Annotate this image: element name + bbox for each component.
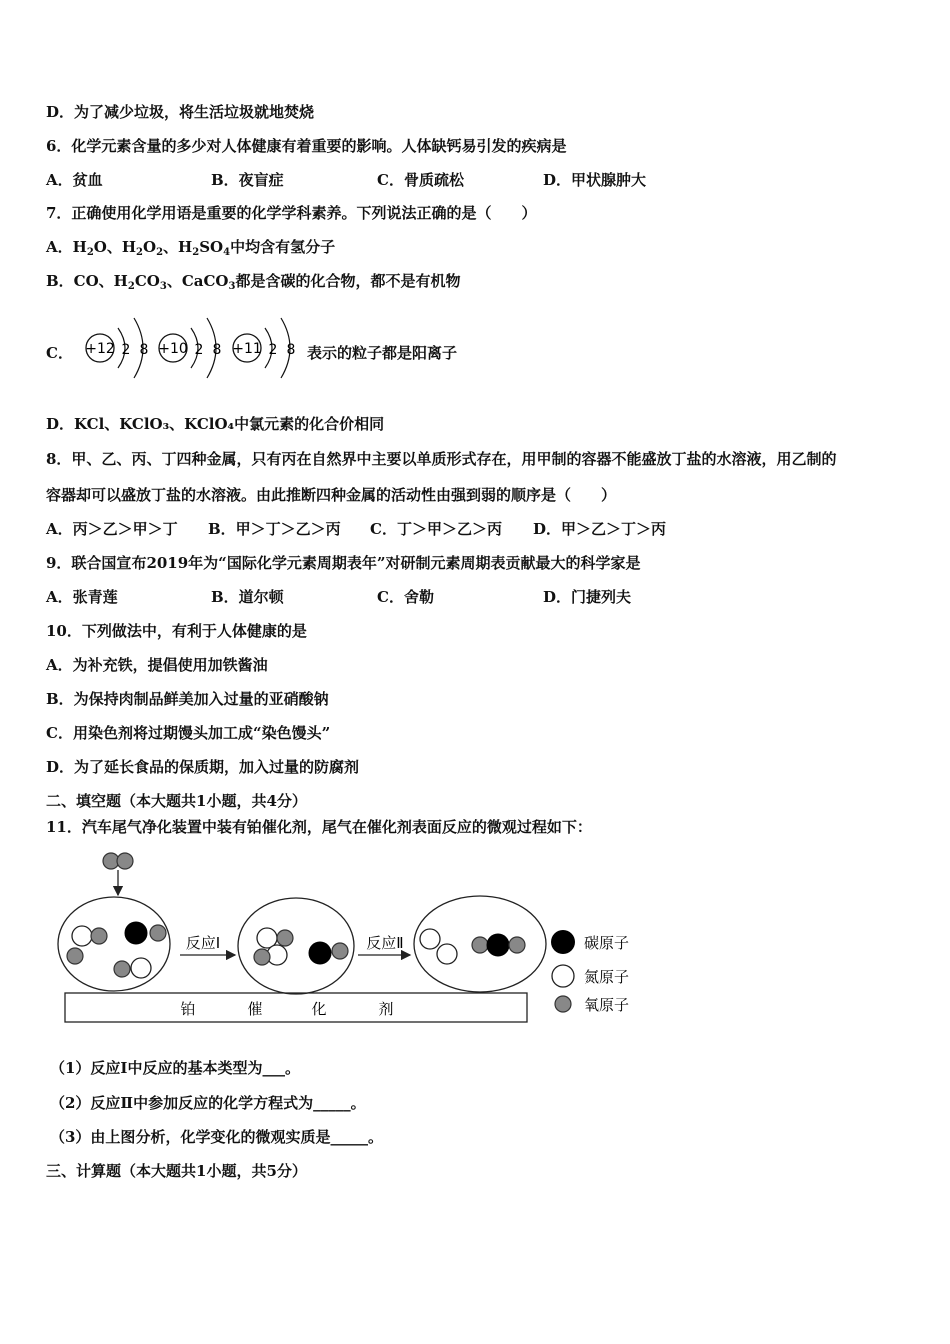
- nitrogen-atom: [437, 944, 457, 964]
- q9-option-d: D．门捷列夫: [543, 588, 632, 606]
- q10-option-b: B．为保持肉制品鲜美加入过量的亚硝酸钠: [46, 690, 329, 708]
- question-8-line-1: 8．甲、乙、丙、丁四种金属，只有丙在自然界中主要以单质形式存在，用甲制的容器不能盛放丁盐的水溶液，用乙制的: [46, 450, 837, 468]
- oxygen-atom: [332, 943, 348, 959]
- q9-option-c: C．舍勒: [377, 588, 434, 606]
- q10-option-c: C．用染色剂将过期馒头加工成“染色馒头”: [46, 724, 331, 742]
- oxygen-atom: [114, 961, 130, 977]
- q9-option-b: B．道尔顿: [211, 588, 284, 606]
- q5-option-d: D．为了减少垃圾，将生活垃圾就地焚烧: [46, 103, 315, 121]
- atom-diagram-11: [232, 318, 295, 378]
- question-7: 7．正确使用化学用语是重要的化学学科素养。下列说法正确的是（ ）: [46, 204, 537, 222]
- q8-option-b: B．甲＞丁＞乙＞丙: [208, 520, 341, 538]
- reaction-stage-2: [238, 898, 354, 994]
- carbon-atom: [309, 942, 331, 964]
- oxygen-atom: [150, 925, 166, 941]
- catalyst-char-2: 催: [247, 1000, 263, 1018]
- nitrogen-atom: [72, 926, 92, 946]
- question-6: 6．化学元素含量的多少对人体健康有着重要的影响。人体缺钙易引发的疾病是: [46, 137, 567, 155]
- atom-structure-diagrams: [80, 312, 305, 384]
- nitrogen-atom: [131, 958, 151, 978]
- reaction-process-diagram: [50, 845, 650, 1030]
- q11-part-1: （1）反应Ⅰ中反应的基本类型为___。: [50, 1059, 300, 1077]
- svg-text:+12: +12: [85, 341, 115, 357]
- reaction-1-label: 反应Ⅰ: [185, 934, 221, 952]
- legend-nitrogen-icon: [552, 965, 574, 987]
- reaction-stage-1: [58, 897, 170, 991]
- legend-carbon-label: 碳原子: [584, 934, 630, 952]
- svg-text:+10: +10: [158, 341, 188, 357]
- legend-nitrogen-label: 氮原子: [584, 968, 630, 986]
- q8-option-c: C．丁＞甲＞乙＞丙: [370, 520, 502, 538]
- q10-option-a: A．为补充铁，提倡使用加铁酱油: [46, 656, 268, 674]
- atom-diagram-10: [158, 318, 221, 378]
- question-8-line-2: 容器却可以盛放丁盐的水溶液。由此推断四种金属的活动性由强到弱的顺序是（ ）: [46, 486, 617, 504]
- question-9: 9．联合国宣布2019年为“国际化学元素周期表年”对研制元素周期表贡献最大的科学家是: [46, 554, 641, 572]
- q7-option-d: D．KCl、KClO₃、KClO₄中氯元素的化合价相同: [46, 415, 385, 433]
- q7-option-c-text: 表示的粒子都是阳离子: [307, 344, 458, 362]
- carbon-atom: [125, 922, 147, 944]
- svg-text:+11: +11: [232, 341, 262, 357]
- reaction-stage-3: [414, 896, 546, 992]
- q6-option-c: C．骨质疏松: [377, 171, 464, 189]
- svg-text:8: 8: [212, 342, 222, 358]
- q6-option-a: A．贫血: [46, 171, 103, 189]
- catalyst-char-3: 化: [311, 1000, 327, 1018]
- oxygen-atom: [509, 937, 525, 953]
- input-molecule: [103, 853, 133, 869]
- oxygen-atom: [91, 928, 107, 944]
- oxygen-atom: [67, 948, 83, 964]
- catalyst-char-1: 铂: [180, 1000, 196, 1018]
- atom-diagram-12: [85, 318, 148, 378]
- svg-text:2: 2: [268, 342, 278, 358]
- q11-part-2: （2）反应Ⅱ中参加反应的化学方程式为_____。: [50, 1094, 366, 1112]
- q7-option-b: B．CO、$H_2CO_3$、CaCO$_3$都是含碳的化合物，都不是有机物: [46, 272, 461, 292]
- q10-option-d: D．为了延长食品的保质期，加入过量的防腐剂: [46, 758, 360, 776]
- svg-text:2: 2: [194, 342, 204, 358]
- svg-text:2: 2: [121, 342, 131, 358]
- section-3-heading: 三、计算题（本大题共1小题，共5分）: [46, 1162, 307, 1180]
- oxygen-atom: [117, 853, 133, 869]
- legend-oxygen-label: 氧原子: [584, 996, 630, 1014]
- svg-text:8: 8: [286, 342, 296, 358]
- question-10: 10．下列做法中，有利于人体健康的是: [46, 622, 307, 640]
- oxygen-atom: [254, 949, 270, 965]
- svg-text:8: 8: [139, 342, 149, 358]
- q9-option-a: A．张青莲: [46, 588, 118, 606]
- legend-oxygen-icon: [555, 996, 571, 1012]
- section-2-heading: 二、填空题（本大题共1小题，共4分）: [46, 792, 307, 810]
- q11-part-3: （3）由上图分析，化学变化的微观实质是_____。: [50, 1128, 383, 1146]
- nitrogen-atom: [420, 929, 440, 949]
- reaction-2-label: 反应Ⅱ: [366, 934, 404, 952]
- question-11: 11．汽车尾气净化装置中装有铂催化剂，尾气在催化剂表面反应的微观过程如下：: [46, 818, 592, 836]
- catalyst-char-4: 剂: [378, 1000, 394, 1018]
- carbon-atom: [487, 934, 509, 956]
- q8-option-d: D．甲＞乙＞丁＞丙: [533, 520, 667, 538]
- oxygen-atom: [277, 930, 293, 946]
- oxygen-atom: [472, 937, 488, 953]
- q6-option-d: D．甲状腺肿大: [543, 171, 647, 189]
- q7-option-a: A．$H_2O$、$H_2O_2$、$H_2SO_4$中均含有氢分子: [46, 238, 336, 258]
- q8-option-a: A．丙＞乙＞甲＞丁: [46, 520, 178, 538]
- q6-option-b: B．夜盲症: [211, 171, 284, 189]
- catalyst-bar: [65, 993, 527, 1022]
- legend-carbon-icon: [551, 930, 575, 954]
- q7-option-c-label: C．: [46, 344, 73, 362]
- legend: [551, 930, 629, 1014]
